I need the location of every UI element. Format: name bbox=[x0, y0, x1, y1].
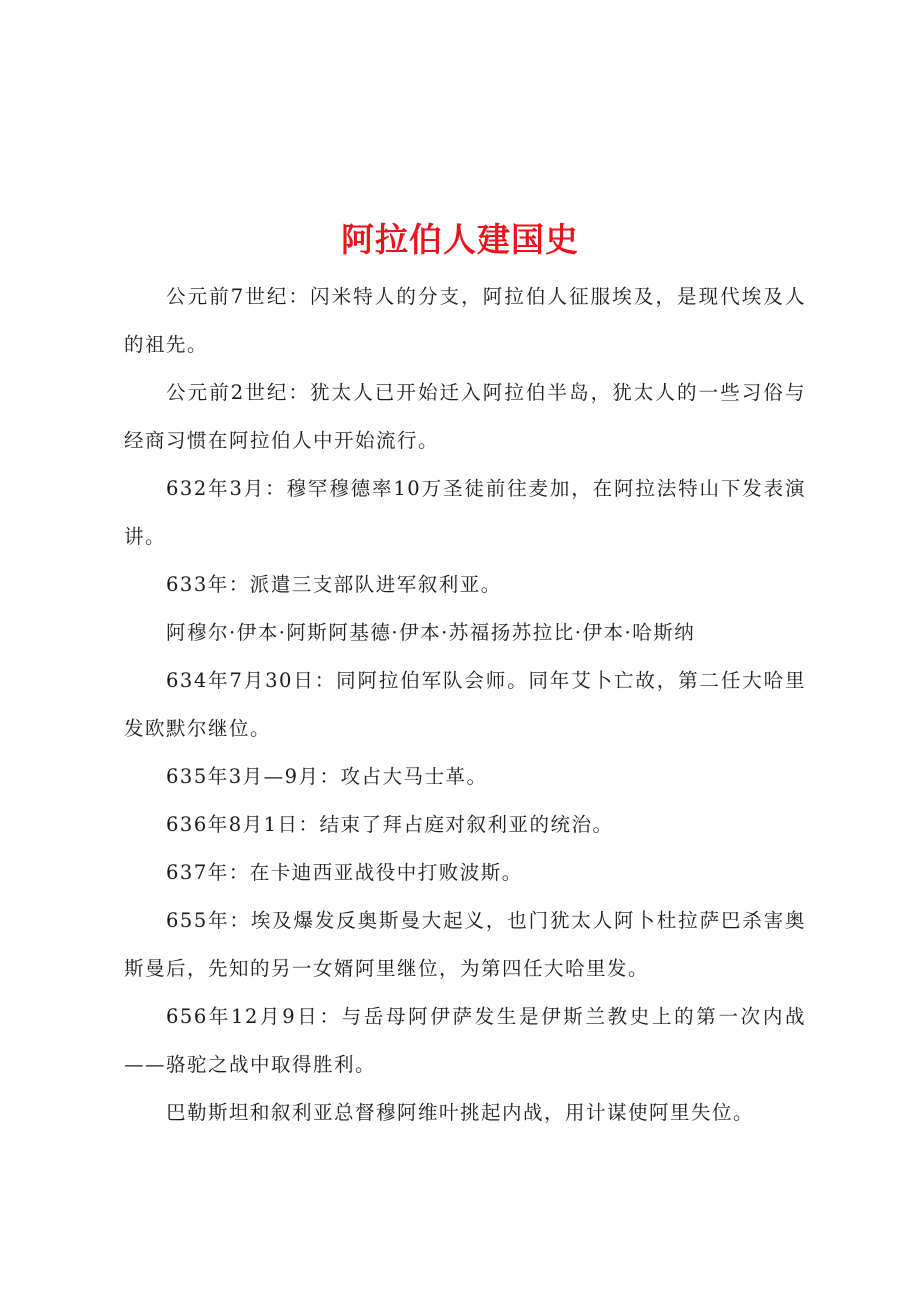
paragraph-8: 636年8月1日：结束了拜占庭对叙利亚的统治。 bbox=[166, 813, 614, 836]
paragraph-3: 632年3月：穆罕穆德率10万圣徒前往麦加，在阿拉法特山下发表演讲。 bbox=[124, 477, 806, 548]
document-body bbox=[124, 273, 806, 1137]
page-title: 阿拉伯人建国史 bbox=[341, 220, 579, 260]
paragraph-4: 633年：派遣三支部队进军叙利亚。 bbox=[166, 573, 502, 596]
paragraph-2: 公元前2世纪：犹太人已开始迁入阿拉伯半岛，犹太人的一些习俗与经商习惯在阿拉伯人中开始流行。 bbox=[124, 381, 806, 452]
paragraph-9: 637年：在卡迪西亚战役中打败波斯。 bbox=[166, 861, 523, 884]
paragraph-12: 巴勒斯坦和叙利亚总督穆阿维叶挑起内战，用计谋使阿里失位。 bbox=[166, 1101, 755, 1124]
paragraph-11: 656年12月9日：与岳母阿伊萨发生是伊斯兰教史上的第一次内战——骆驼之战中取得胜利。 bbox=[124, 1005, 806, 1076]
paragraph-7: 635年3月—9月：攻占大马士革。 bbox=[166, 765, 488, 788]
paragraph-1: 公元前7世纪：闪米特人的分支，阿拉伯人征服埃及，是现代埃及人的祖先。 bbox=[124, 285, 806, 356]
paragraph-6: 634年7月30日：同阿拉伯军队会师。同年艾卜亡故，第二任大哈里发欧默尔继位。 bbox=[124, 669, 806, 740]
paragraph-10: 655年：埃及爆发反奥斯曼大起义，也门犹太人阿卜杜拉萨巴杀害奥斯曼后，先知的另一女婿阿里继位，为第四任大哈里发。 bbox=[124, 909, 806, 980]
paragraph-5: 阿穆尔·伊本·阿斯阿基德·伊本·苏福扬苏拉比·伊本·哈斯纳 bbox=[166, 621, 696, 644]
